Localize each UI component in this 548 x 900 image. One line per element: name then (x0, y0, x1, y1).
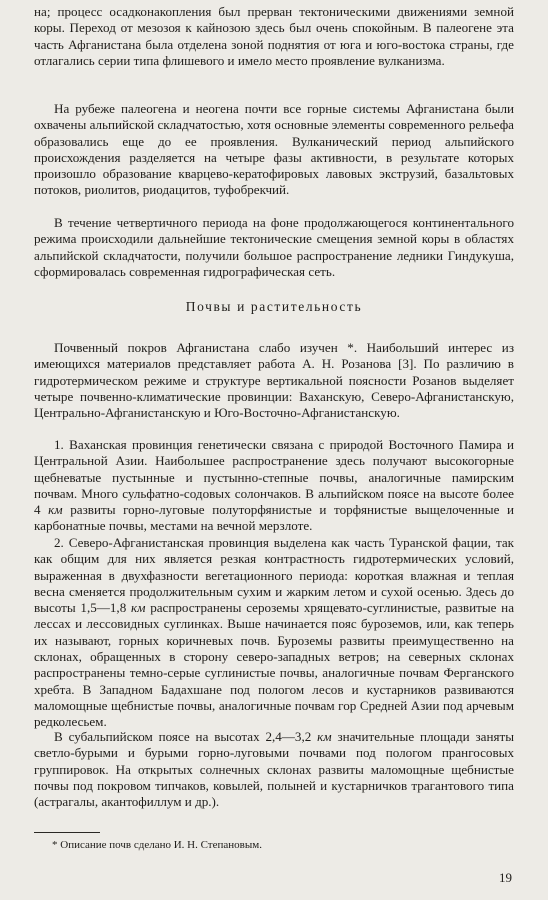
page-number: 19 (499, 870, 512, 885)
paragraph-wakhan-province (34, 437, 514, 535)
paragraph-subalpine-belt (34, 729, 514, 810)
paragraph-text (34, 729, 514, 810)
paragraph-geology-mesozoic (34, 4, 514, 69)
text-run: 1. Ваханская провинция генетически связана с природой Восточного Памира и Центральной Азии. Наибольшее распространение здесь получают высокогорные щебневатые пустынные и пустынно-степные почвы, аналогичные памирским почвам. Много сульфатно-содовых солончаков. В альпийском поясе на высоте более 4 (34, 437, 514, 518)
unit-km: км (130, 600, 146, 616)
text-run: 2. Северо-Афганистанская провинция выделена как часть Туранской фации, так как общим для них является резкая контрастность гидротермических условий, выраженная в двухфазности вегетационного периода: короткая влажная и теплая весна сменяется продолжительным сухим и жарким летом и сухой осенью. Здесь до высоты 1,5—1,8 (34, 535, 514, 616)
paragraph-alpine-folding (34, 101, 514, 199)
text-run: значительные площади заняты светло-бурыми и бурыми горно-луговыми почвами под пологом прангосовых группировок. На открытых солнечных склонах развиты маломощные щебнистые почвы под покровом типчаков, ковылей, полыней и кустарничков трагантового типа (астрагалы, акантофиллум и др.). (34, 729, 515, 810)
paragraph-north-afghan-province (34, 535, 514, 731)
paragraph-text: На рубеже палеогена и неогена почти все горные системы Афганистана были охвачены альпийской складчатостью, хотя основные элементы современного рельефа образовались еще до ее проявления. Вулканический период альпийского происхождения разделяется на четыре фазы активности, в результате которых произошло образование кварцево-кератофировых лавовых экструзий, базальтовых потоков, риолитов, риодацитов, туфобрекчий. (34, 101, 514, 198)
footnote-divider (34, 832, 100, 833)
paragraph-text: на; процесс осадконакопления был прерван тектоническими движениями земной коры. Переход от мезозоя к кайнозою здесь был очень спокойным. В палеогене эта часть Афганистана была отделена зоной поднятия от юга и юго-востока страны, где отлагались серии типа флишевого и имело место проявление вулканизма. (34, 4, 514, 68)
paragraph-text (34, 437, 514, 535)
text-run: распространены сероземы хрящевато-суглинистые, развитые на лессах и лессовидных суглинках. Выше начинается пояс буроземов, или, как теперь их называют, горных коричневых почв. Буроземы развиты преимущественно на склонах, обращенных в сторону северо-западных ветров; на северных склонах распространены темно-серые суглинистые почвы, аналогичные почвам Ферганского хребта. В Западном Бадахшане под пологом лесов и кустарников развиваются маломощные щебнистые почвы, аналогичные почвам гор Средней Азии под арчевым редколесьем. (34, 600, 515, 730)
unit-km: км (317, 729, 332, 744)
paragraph-text (34, 535, 514, 731)
paragraph-quaternary (34, 215, 514, 280)
paragraph-text: В течение четвертичного периода на фоне продолжающегося континентального режима происходили дальнейшие тектонические смещения земной коры в областях альпийской складчатости, получили большое распространение ледники Гиндукуша, сформировалась современная гидрографическая сеть. (34, 215, 514, 279)
text-run: В субальпийском поясе на высотах 2,4—3,2 (54, 729, 312, 744)
unit-km: км (48, 502, 63, 518)
paragraph-soil-intro (34, 340, 514, 421)
section-heading: Почвы и растительность (185, 299, 363, 314)
text-run: развиты горно-луговые полуторфянистые и торфянистые выщелоченные и карбонатные почвы, местами на вечной мерзлоте. (34, 502, 514, 534)
footnote: * Описание почв сделано И. Н. Степановым. (52, 839, 262, 851)
paragraph-text: Почвенный покров Афганистана слабо изучен *. Наибольший интерес из имеющихся материалов представляет работа А. Н. Розанова [3]. По различию в гидротермическом режиме и структуре вертикальной поясности Розанов выделяет четыре почвенно-климатические провинции: Ваханскую, Северо-Афганистанскую, Центрально-Афганистанскую и Юго-Восточно-Афганистанскую. (34, 340, 514, 421)
